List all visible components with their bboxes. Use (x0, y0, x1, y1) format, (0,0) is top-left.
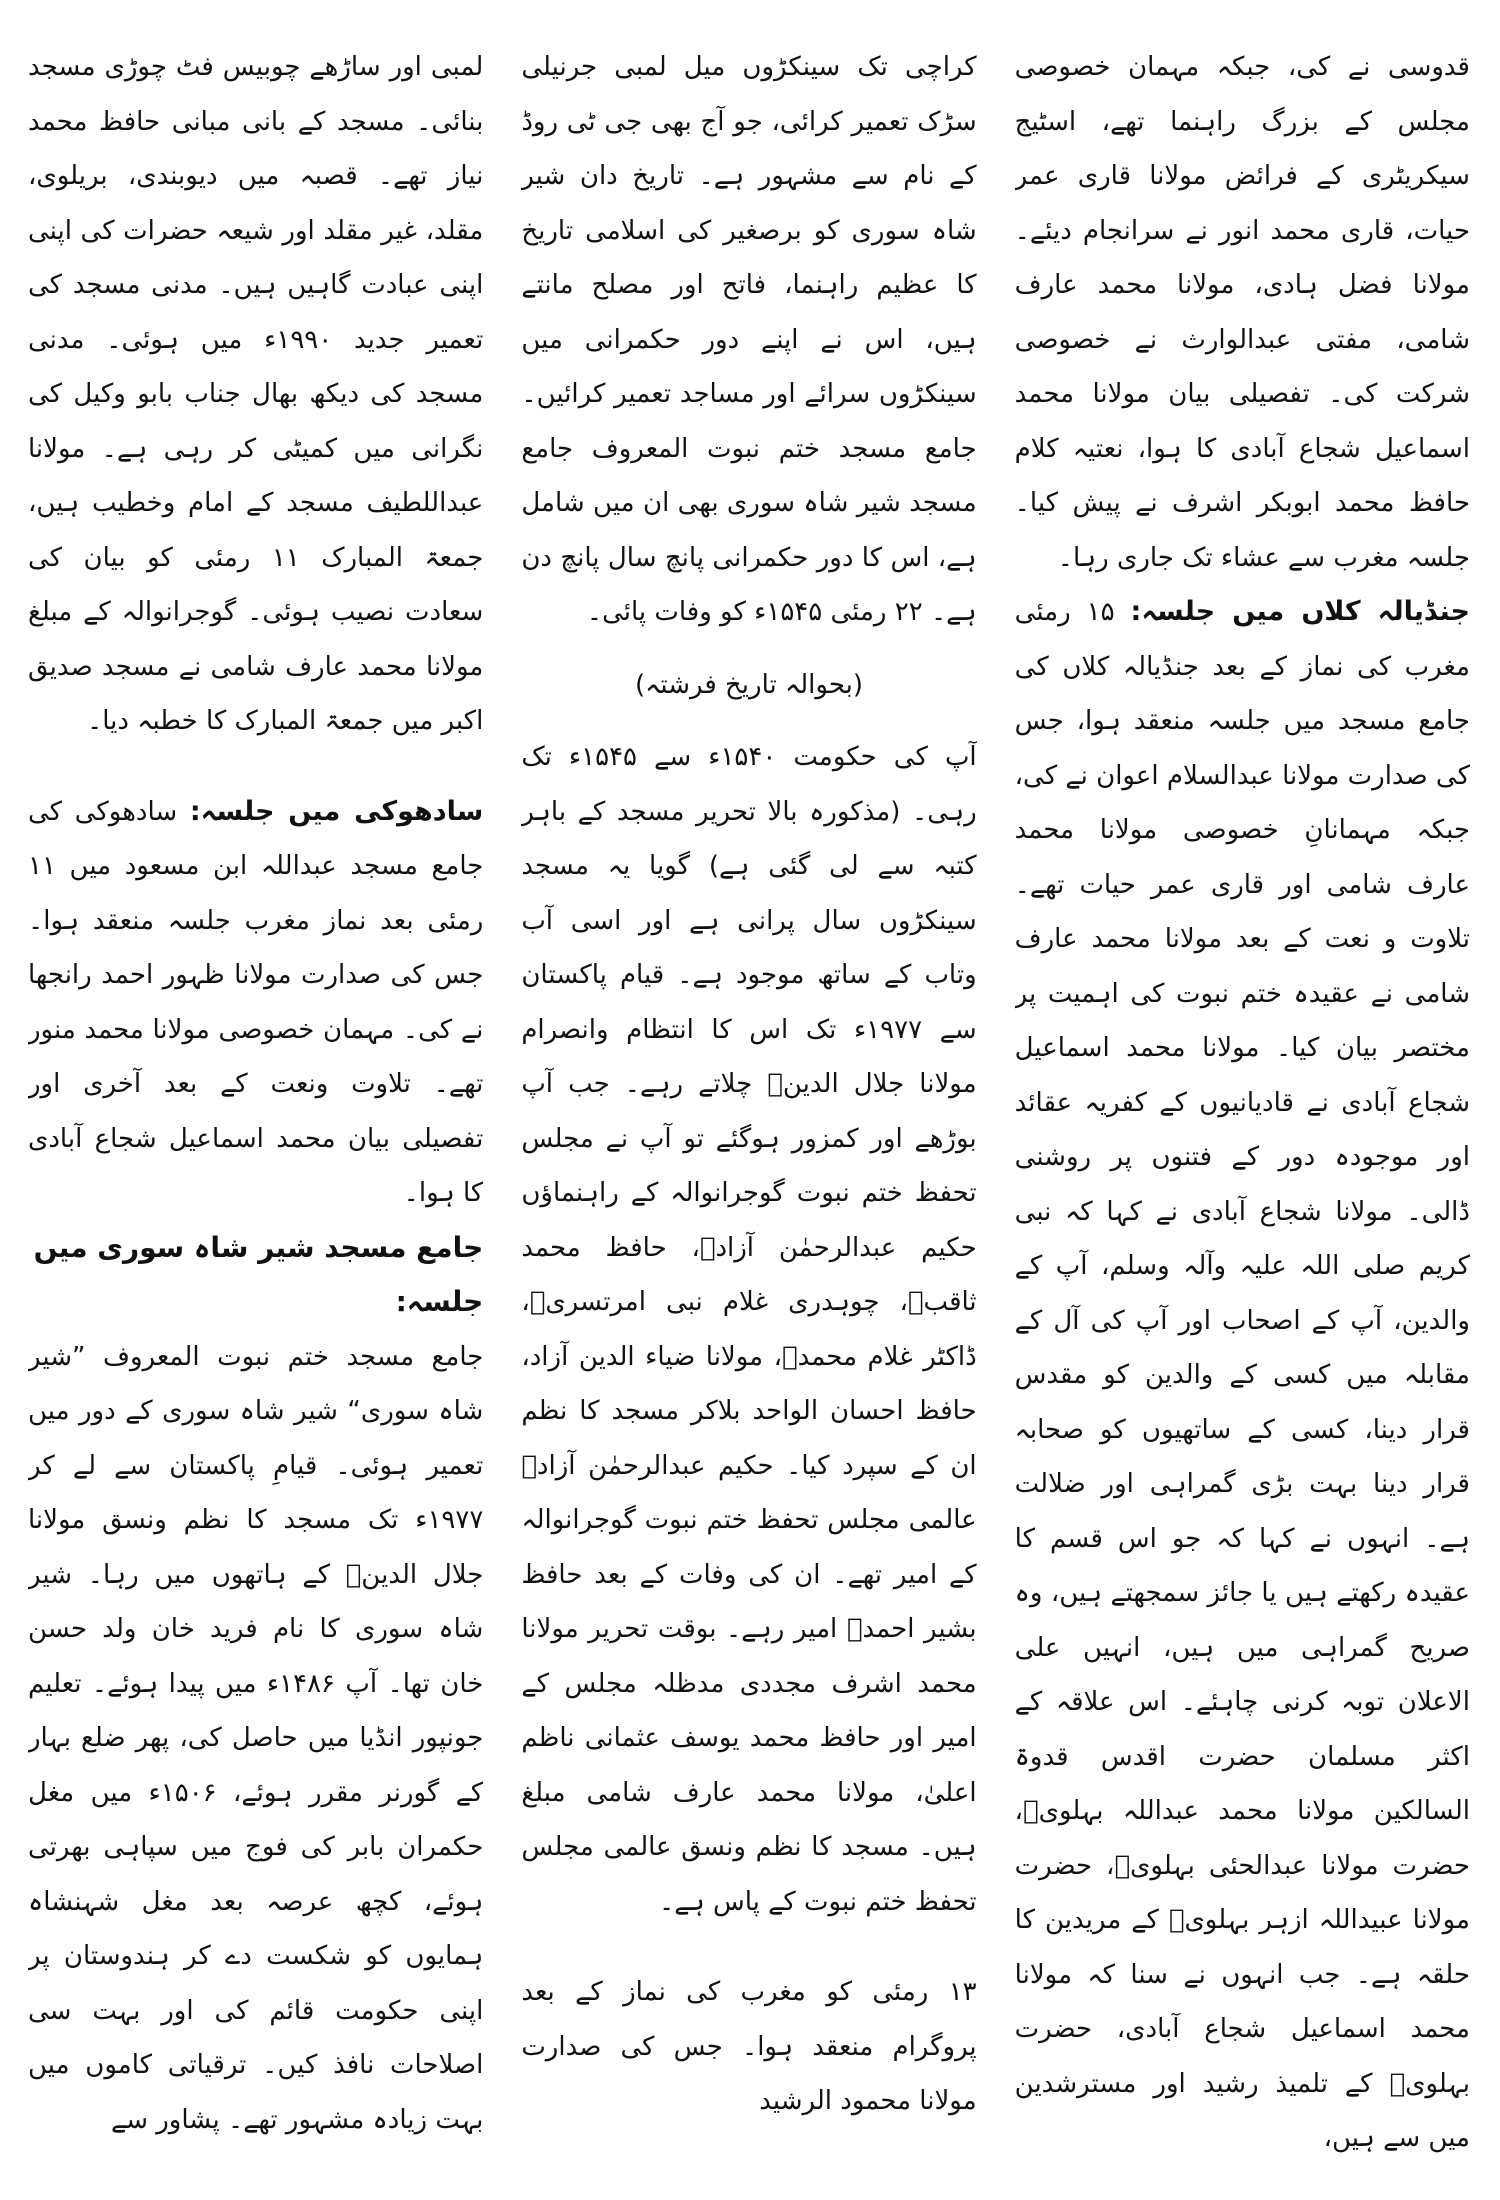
paragraph-text: سادھوکی کی جامع مسجد عبداللہ ابن مسعود میں ۱۱ رمئی بعد نماز مغرب جلسہ منعقد ہوا۔ جس کی صدارت مولانا ظہور احمد رانجھا نے کی۔ مہمان خصوصی مولانا محمد منور تھے۔ تلاوت ونعت کے بعد آخری اور تفصیلی بیان محمد اسماعیل شجاع آبادی کا ہوا۔ (28, 796, 484, 1208)
section-heading: جامع مسجد شیر شاہ سوری میں جلسہ: (33, 1230, 484, 1318)
section-heading: جنڈیالہ کلاں میں جلسہ: (1130, 596, 1470, 627)
paragraph-text: ۱۵ رمئی مغرب کی نماز کے بعد جنڈیالہ کلاں کی جامع مسجد میں جلسہ منعقد ہوا، جس کی صدارت مولانا عبدالسلام اعوان نے کی، جبکہ مہمانانِ خصوصی مولانا محمد عارف شامی اور قاری عمر حیات تھے۔ تلاوت و نعت کے بعد مولانا محمد عارف شامی نے عقیدہ ختم نبوت کی اہمیت پر مختصر بیان کیا۔ مولانا محمد اسماعیل شجاع آبادی نے قادیانیوں کے کفریہ عقائد اور موجودہ دور کے فتنوں پر روشنی ڈالی۔ مولانا شجاع آبادی نے کہا کہ نبی کریم صلی اللہ علیہ وآلہ وسلم، آپ کے والدین، آپ کے اصحاب اور آپ کی آل کے مقابلہ میں کسی کے والدین کو مقدس قرار دینا، کسی کے ساتھیوں کو صحابہ قرار دینا بہت بڑی گمراہی اور ضلالت ہے۔ انہوں نے کہا کہ جو اس قسم کا عقیدہ رکھتے ہیں یا جائز سمجھتے ہیں، وہ صریح گمراہی میں ہیں، انہیں علی الاعلان توبہ کرنی چاہئے۔ اس علاقہ کے اکثر مسلمان حضرت اقدس قدوۃ السالکین مولانا محمد عبداللہ بہلویؒ، حضرت مولانا عبدالحئی بہلویؒ، حضرت مولانا عبیداللہ ازہر بہلویؒ کے مریدین کا حلقہ ہے۔ جب انہوں نے سنا کہ مولانا محمد اسماعیل شجاع آبادی، حضرت بہلویؒ کے تلمیذ رشید اور مسترشدین میں سے ہیں، (1014, 597, 1470, 2153)
citation: (بحوالہ تاریخ فرشتہ) (634, 669, 863, 700)
spacer (521, 640, 976, 658)
paragraph: جامع مسجد ختم نبوت المعروف ”شیر شاہ سوری“ شیر شاہ سوری کے دور میں تعمیر ہوئی۔ قیامِ پاکستان سے لے کر ۱۹۷۷ء تک مسجد کا نظم ونسق مولانا جلال الدینؒ کے ہاتھوں میں رہا۔ شیر شاہ سوری کا نام فرید خان ولد حسن خان تھا۔ آپ ۱۴۸۶ء میں پیدا ہوئے۔ تعلیم جونپور انڈیا میں حاصل کی، پھر ضلع بہار کے گورنر مقرر ہوئے، ۱۵۰۶ء میں مغل حکمران بابر کی فوج میں سپاہی بھرتی ہوئے، کچھ عرصہ بعد مغل شہنشاہ ہمایوں کو شکست دے کر ہندوستان پر اپنی حکومت قائم کی اور بہت سی اصلاحات نافذ کیں۔ ترقیاتی کاموں میں بہت زیادہ مشہور تھے۔ پشاور سے (28, 1341, 484, 2135)
column-right (28, 40, 483, 2170)
paragraph: کراچی تک سینکڑوں میل لمبی جرنیلی سڑک تعمیر کرائی، جو آج بھی جی ٹی روڈ کے نام سے مشہور ہے۔ تاریخ دان شیر شاہ سوری کو برصغیر کی اسلامی تاریخ کا عظیم راہنما، فاتح اور مصلح مانتے ہیں، اس نے اپنے دور حکمرانی میں سینکڑوں سرائے اور مساجد تعمیر کرائیں۔ جامع مسجد ختم نبوت المعروف جامع مسجد شیر شاہ سوری بھی ان میں شامل ہے، اس کا دور حکمرانی پانچ سال پانچ دن ہے۔ ۲۲ رمئی ۱۵۴۵ء کو وفات پائی۔ (521, 52, 977, 627)
spacer (521, 1929, 976, 1965)
section-heading: سادھوکی میں جلسہ: (189, 795, 484, 827)
spacer (28, 749, 483, 785)
paragraph: قدوسی نے کی، جبکہ مہمان خصوصی مجلس کے بزرگ راہنما تھے، اسٹیج سیکریٹری کے فرائض مولانا قاری عمر حیات، قاری محمد انور نے سرانجام دیئے۔ مولانا فضل ہادی، مولانا محمد عارف شامی، مفتی عبدالوارث نے خصوصی شرکت کی۔ تفصیلی بیان مولانا محمد اسماعیل شجاع آبادی کا ہوا، نعتیہ کلام حافظ محمد ابوبکر اشرف نے پیش کیا۔ جلسہ مغرب سے عشاء تک جاری رہا۔ (1014, 52, 1470, 573)
column-middle (521, 40, 976, 2170)
column-left (1015, 40, 1470, 2170)
paragraph: ۱۳ رمئی کو مغرب کی نماز کے بعد پروگرام منعقد ہوا۔ جس کی صدارت مولانا محمود الرشید (521, 1977, 977, 2116)
paragraph: لمبی اور ساڑھے چوبیس فٹ چوڑی مسجد بنائی۔ مسجد کے بانی مبانی حافظ محمد نیاز تھے۔ قصبہ میں دیوبندی، بریلوی، مقلد، غیر مقلد اور شیعہ حضرات کی اپنی اپنی عبادت گاہیں ہیں۔ مدنی مسجد کی تعمیر جدید ۱۹۹۰ء میں ہوئی۔ مدنی مسجد کی دیکھ بھال جناب بابو وکیل کی نگرانی میں کمیٹی کر رہی ہے۔ مولانا عبداللطیف مسجد کے امام وخطیب ہیں، جمعۃ المبارک ۱۱ رمئی کو بیان کی سعادت نصیب ہوئی۔ گوجرانوالہ کے مبلغ مولانا محمد عارف شامی نے مسجد صدیق اکبر میں جمعۃ المبارک کا خطبہ دیا۔ (28, 52, 484, 736)
paragraph: آپ کی حکومت ۱۵۴۰ء سے ۱۵۴۵ء تک رہی۔ (مذکورہ بالا تحریر مسجد کے باہر کتبہ سے لی گئی ہے) گویا یہ مسجد سینکڑوں سال پرانی ہے اور اسی آب وتاب کے ساتھ موجود ہے۔ قیام پاکستان سے ۱۹۷۷ء تک اس کا انتظام وانصرام مولانا جلال الدینؒ چلاتے رہے۔ جب آپ بوڑھے اور کمزور ہوگئے تو آپ نے مجلس تحفظ ختم نبوت گوجرانوالہ کے راہنماؤں حکیم عبدالرحمٰن آزادؒ، حافظ محمد ثاقبؒ، چوہدری غلام نبی امرتسریؒ، ڈاکٹر غلام محمدؒ، مولانا ضیاء الدین آزاد، حافظ احسان الواحد بلاکر مسجد کا نظم ان کے سپرد کیا۔ حکیم عبدالرحمٰن آزادؒ عالمی مجلس تحفظ ختم نبوت گوجرانوالہ کے امیر تھے۔ ان کی وفات کے بعد حافظ بشیر احمدؒ امیر رہے۔ بوقت تحریر مولانا محمد اشرف مجددی مدظلہ مجلس کے امیر اور حافظ محمد یوسف عثمانی ناظم اعلیٰ، مولانا محمد عارف شامی مبلغ ہیں۔ مسجد کا نظم ونسق عالمی مجلس تحفظ ختم نبوت کے پاس ہے۔ (521, 742, 977, 1917)
spacer (521, 712, 976, 730)
paragraph (28, 785, 483, 1221)
paragraph (1015, 585, 1470, 2166)
